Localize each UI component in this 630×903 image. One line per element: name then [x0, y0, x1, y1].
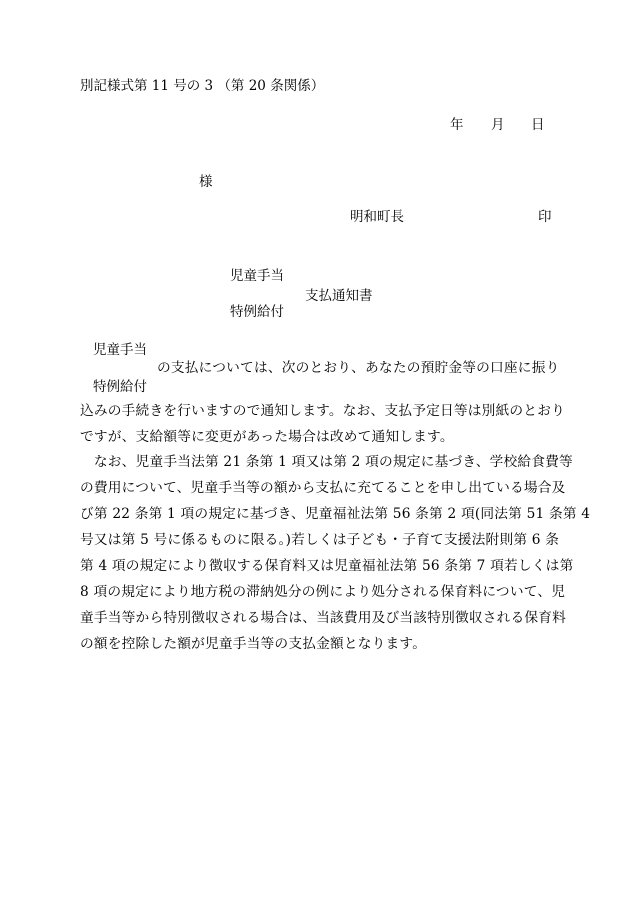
- body-paragraph2-line: 第 4 項の規定により徴収する保育料又は児童福祉法第 56 条第 7 項若しくは第: [80, 558, 574, 574]
- title-main: 支払通知書: [305, 288, 373, 304]
- addressee-honorific: 様: [199, 174, 213, 190]
- body-paragraph2-line: なお、児童手当法第 21 条第 1 項又は第 2 項の規定に基づき、学校給食費等: [80, 454, 573, 470]
- date-day-label: 日: [531, 117, 545, 133]
- body-paragraph1-line1: の支払については、次のとおり、あなたの預貯金等の口座に振り: [157, 360, 560, 376]
- body-paragraph1-line2: 込みの手続きを行いますので通知します。なお、支払予定日等は別紙のとおり: [80, 403, 565, 419]
- body-paragraph2-line: 童手当等から特別徴収される場合は、当該費用及び当該特別徴収される保育料: [80, 610, 567, 626]
- body-paragraph1-continuation: [80, 398, 565, 450]
- form-reference: 別記様式第 11 号の 3 （第 20 条関係）: [80, 78, 325, 94]
- seal-mark: 印: [538, 209, 552, 225]
- body-paragraph2-line: の額を控除した額が児童手当等の支払金額となります。: [80, 636, 427, 652]
- body-paragraph1-line3: ですが、支給額等に変更があった場合は改めて通知します。: [80, 429, 454, 445]
- title-option-special-benefit: 特例給付: [230, 304, 284, 320]
- title-option-child-allowance: 児童手当: [230, 268, 284, 284]
- body-paragraph2-line: 8 項の規定により地方税の滞納処分の例により処分される保育料について、児: [80, 584, 566, 600]
- body-option-child-allowance: 児童手当: [93, 342, 147, 358]
- body-paragraph2: [80, 449, 591, 657]
- body-paragraph2-line: び第 22 条第 1 項の規定に基づき、児童福祉法第 56 条第 2 項(同法第 51 条第 4: [80, 506, 591, 522]
- body-paragraph2-line: 号又は第 5 号に係るものに限る。)若しくは子ども・子育て支援法附則第 6 条: [80, 532, 560, 548]
- body-option-special-benefit: 特例給付: [93, 379, 147, 395]
- sender-name: 明和町長: [350, 209, 404, 225]
- body-paragraph2-line: の費用について、児童手当等の額から支払に充てることを申し出ている場合及: [80, 480, 566, 496]
- date-month-label: 月: [491, 117, 505, 133]
- date-year-label: 年: [450, 117, 464, 133]
